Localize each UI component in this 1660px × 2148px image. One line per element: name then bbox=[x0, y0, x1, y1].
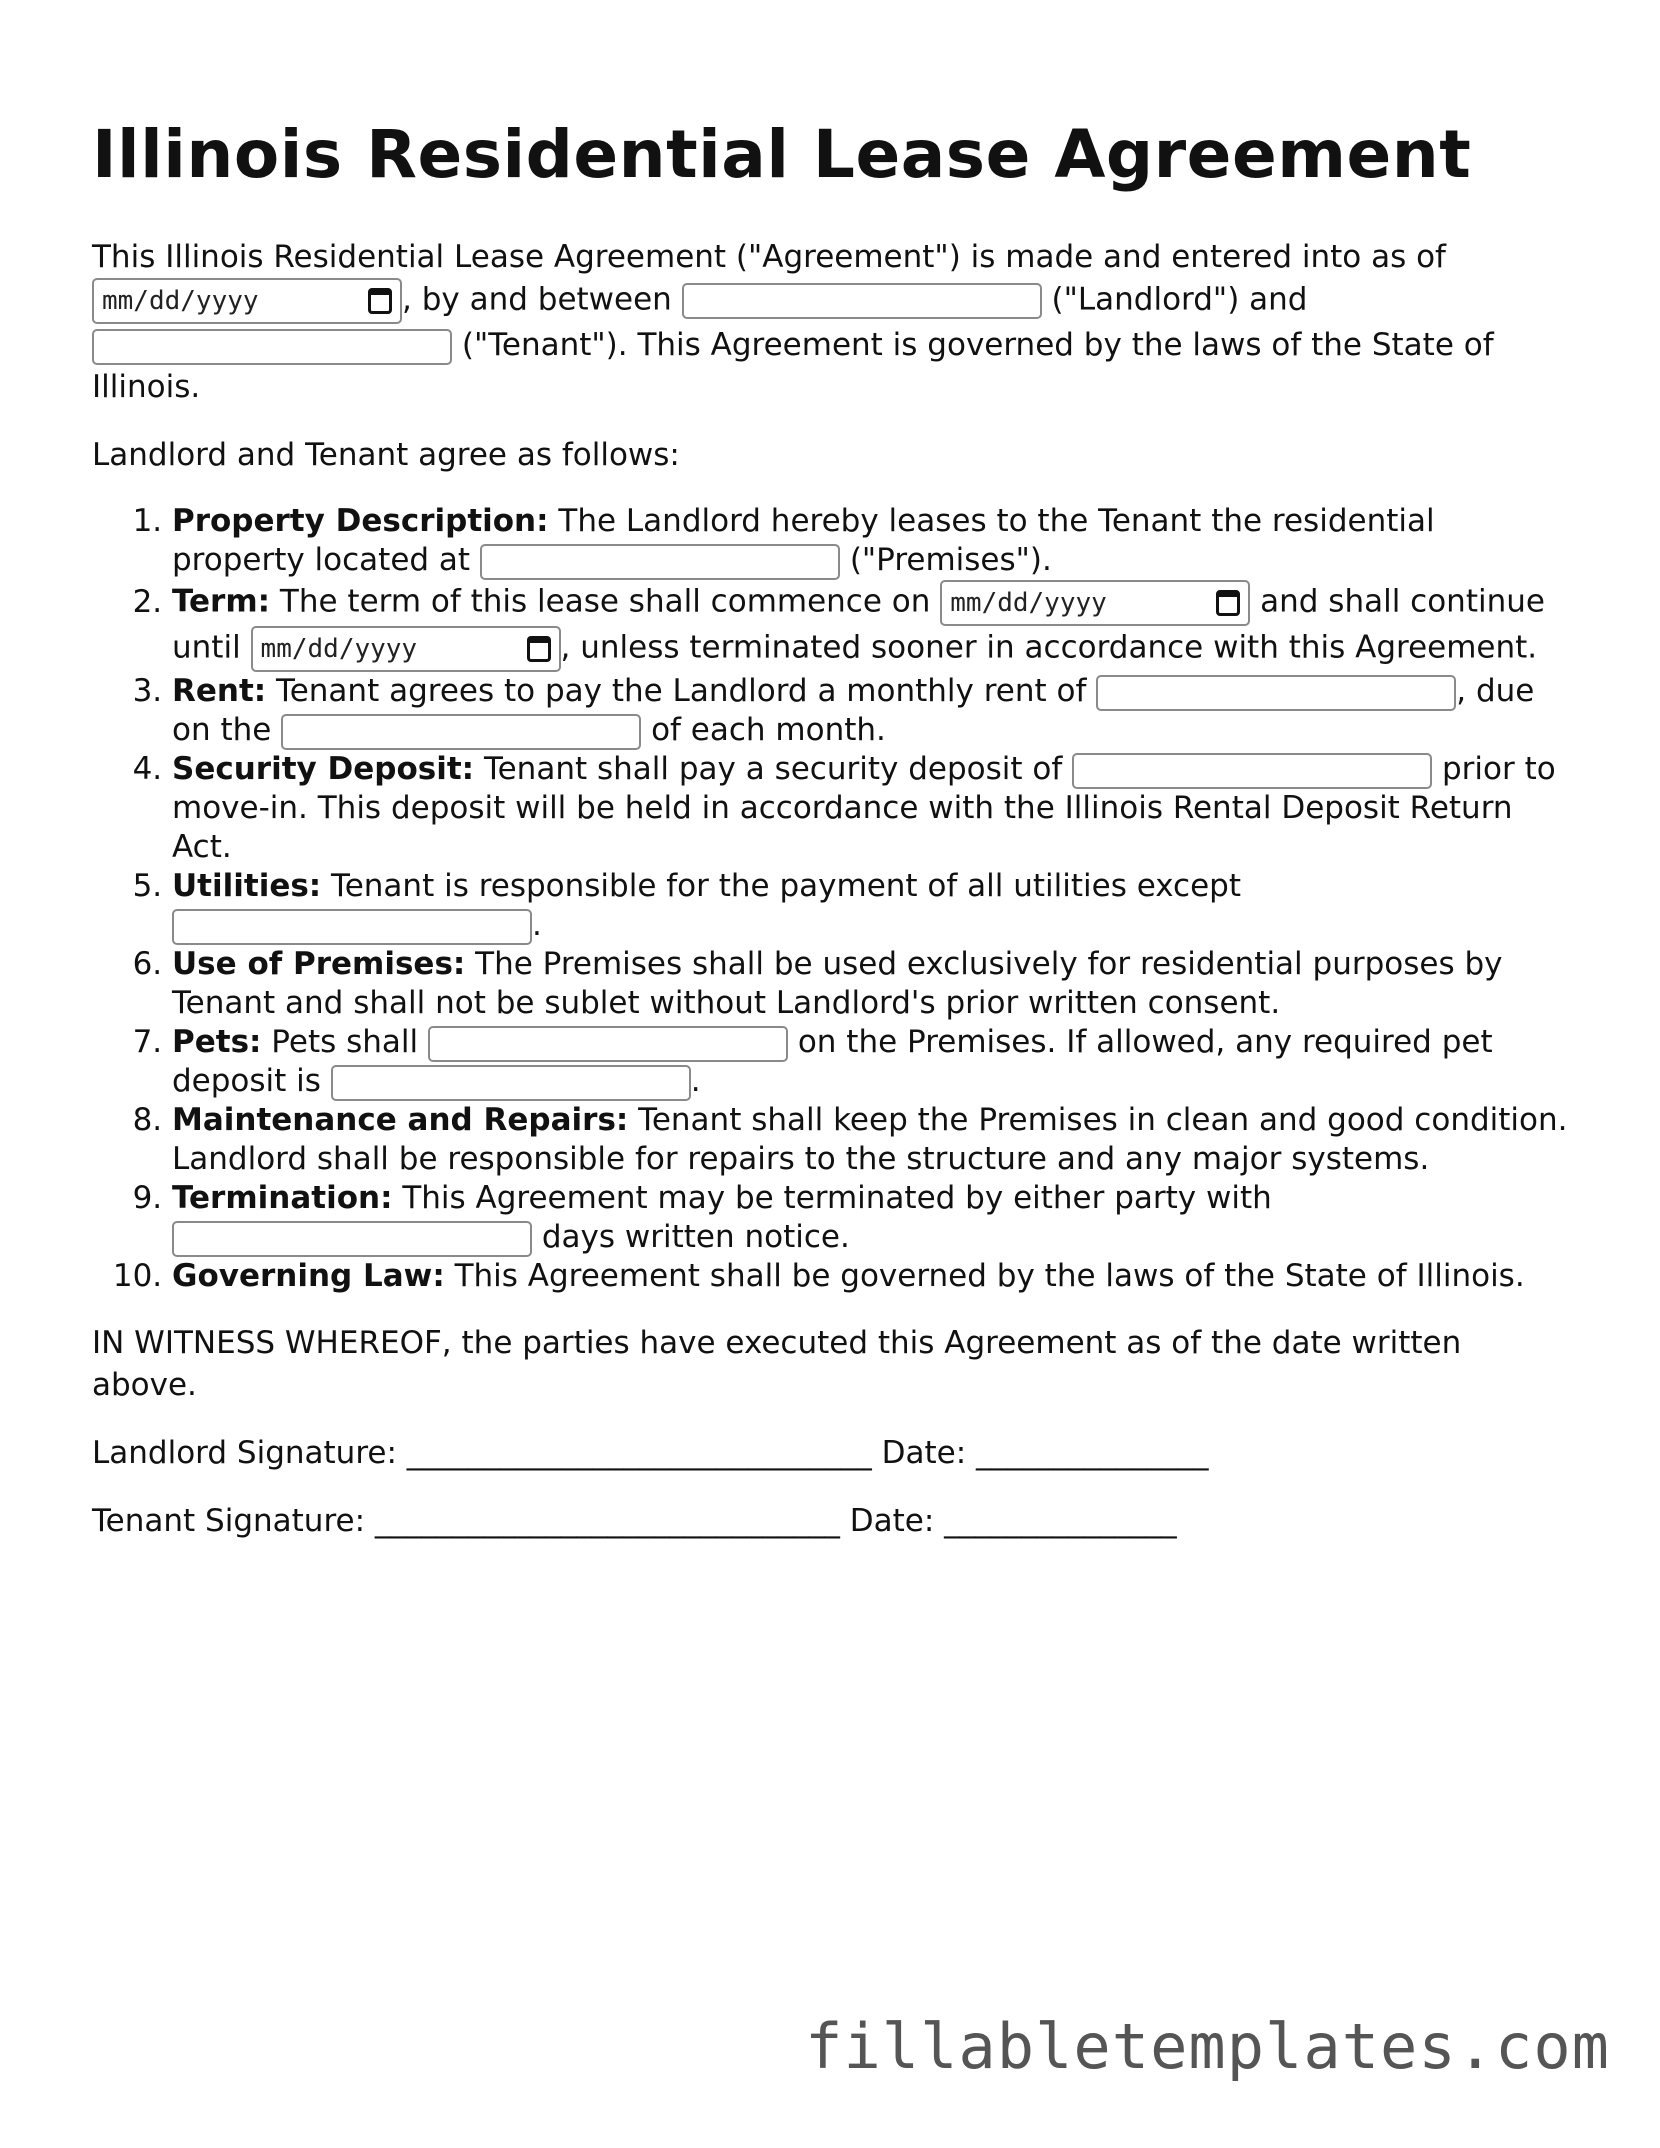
list-item-termination bbox=[172, 1179, 1572, 1257]
item-text: The term of this lease shall commence on bbox=[279, 583, 931, 620]
item-label: Rent: bbox=[172, 673, 267, 709]
item-label: Use of Premises: bbox=[172, 946, 466, 982]
item-text: Tenant shall keep the Premises in clean and good condition. Landlord shall be responsible for repairs to the structure and any major systems. bbox=[172, 1102, 1568, 1177]
rent-due-day-input[interactable] bbox=[281, 714, 641, 750]
landlord-name-input[interactable] bbox=[682, 283, 1042, 319]
security-deposit-input[interactable] bbox=[1072, 753, 1432, 789]
item-text: Pets shall bbox=[271, 1024, 419, 1060]
item-text: The Landlord hereby leases to the Tenant the residential property located at bbox=[172, 503, 1435, 578]
list-item-maintenance bbox=[172, 1101, 1572, 1179]
pet-deposit-input[interactable] bbox=[331, 1065, 691, 1101]
list-item-law bbox=[172, 1257, 1572, 1296]
item-label: Utilities: bbox=[172, 868, 322, 904]
document-body bbox=[92, 236, 1572, 1568]
date-placeholder: mm/dd/yyyy bbox=[950, 587, 1107, 618]
tenant-signature-line: Tenant Signature: ______________________________ Date: _______________ bbox=[92, 1503, 1177, 1539]
calendar-icon[interactable] bbox=[368, 288, 392, 314]
item-label: Maintenance and Repairs: bbox=[172, 1102, 629, 1138]
item-text: , unless terminated sooner in accordance with this Agreement. bbox=[560, 629, 1538, 666]
pets-allowed-input[interactable] bbox=[428, 1026, 788, 1062]
term-start-date-input[interactable] bbox=[940, 580, 1250, 626]
intro-text-2: , by and between bbox=[402, 281, 672, 318]
premises-address-input[interactable] bbox=[480, 544, 840, 580]
item-label: Termination: bbox=[172, 1180, 393, 1216]
witness-paragraph: IN WITNESS WHEREOF, the parties have executed this Agreement as of the date written above. bbox=[92, 1325, 1462, 1403]
item-label: Property Description: bbox=[172, 503, 549, 539]
calendar-icon[interactable] bbox=[1216, 590, 1240, 616]
landlord-signature-line: Landlord Signature: ______________________________ Date: _______________ bbox=[92, 1435, 1209, 1471]
intro-paragraph bbox=[92, 236, 1572, 408]
watermark: fillabletemplates.com bbox=[805, 2010, 1610, 2083]
item-text: , due on the bbox=[172, 673, 1535, 748]
item-text: and shall continue until bbox=[172, 583, 1545, 666]
list-item-property bbox=[172, 502, 1572, 580]
item-text: . bbox=[532, 907, 542, 943]
item-label: Term: bbox=[172, 583, 271, 620]
list-item-pets bbox=[172, 1023, 1572, 1101]
item-text: ("Premises"). bbox=[849, 542, 1052, 578]
list-item-rent bbox=[172, 672, 1572, 750]
list-item-term bbox=[172, 580, 1572, 672]
utilities-exception-input[interactable] bbox=[172, 909, 532, 945]
item-text: . bbox=[690, 1063, 701, 1099]
item-text: on the Premises. If allowed, any required pet deposit is bbox=[172, 1024, 1493, 1099]
list-item-deposit bbox=[172, 750, 1572, 867]
terms-list bbox=[92, 502, 1572, 1296]
intro-text-4: ("Tenant"). This Agreement is governed by the laws of the State of Illinois. bbox=[92, 327, 1494, 405]
tenant-name-input[interactable] bbox=[92, 329, 452, 365]
item-text: Tenant agrees to pay the Landlord a monthly rent of bbox=[276, 673, 1087, 709]
list-item-use bbox=[172, 945, 1572, 1023]
item-label: Pets: bbox=[172, 1024, 262, 1060]
term-end-date-input[interactable] bbox=[251, 626, 561, 672]
item-text: Tenant shall pay a security deposit of bbox=[483, 751, 1063, 787]
intro-text-1: This Illinois Residential Lease Agreement ("Agreement") is made and entered into as of bbox=[92, 239, 1446, 275]
intro-text-3: ("Landlord") and bbox=[1051, 281, 1308, 318]
item-text: prior to move-in. This deposit will be held in accordance with the Illinois Rental Deposit Return Act. bbox=[172, 751, 1556, 865]
item-text: Tenant is responsible for the payment of all utilities except bbox=[331, 868, 1241, 904]
item-text: This Agreement may be terminated by either party with bbox=[402, 1180, 1272, 1216]
notice-days-input[interactable] bbox=[172, 1221, 532, 1257]
item-label: Governing Law: bbox=[172, 1258, 445, 1294]
calendar-icon[interactable] bbox=[527, 636, 551, 662]
item-text: days written notice. bbox=[541, 1219, 850, 1255]
date-placeholder: mm/dd/yyyy bbox=[260, 633, 418, 664]
item-text: This Agreement shall be governed by the laws of the State of Illinois. bbox=[454, 1258, 1525, 1294]
monthly-rent-input[interactable] bbox=[1096, 675, 1456, 711]
page-title: Illinois Residential Lease Agreement bbox=[92, 116, 1472, 193]
item-label: Security Deposit: bbox=[172, 751, 475, 787]
date-placeholder: mm/dd/yyyy bbox=[102, 286, 259, 316]
item-text: of each month. bbox=[651, 712, 886, 748]
list-item-utilities bbox=[172, 867, 1572, 945]
agree-paragraph: Landlord and Tenant agree as follows: bbox=[92, 437, 680, 473]
agreement-date-input[interactable] bbox=[92, 278, 402, 324]
item-text: The Premises shall be used exclusively for residential purposes by Tenant and shall not be sublet without Landlord's prior written consent. bbox=[172, 946, 1503, 1021]
